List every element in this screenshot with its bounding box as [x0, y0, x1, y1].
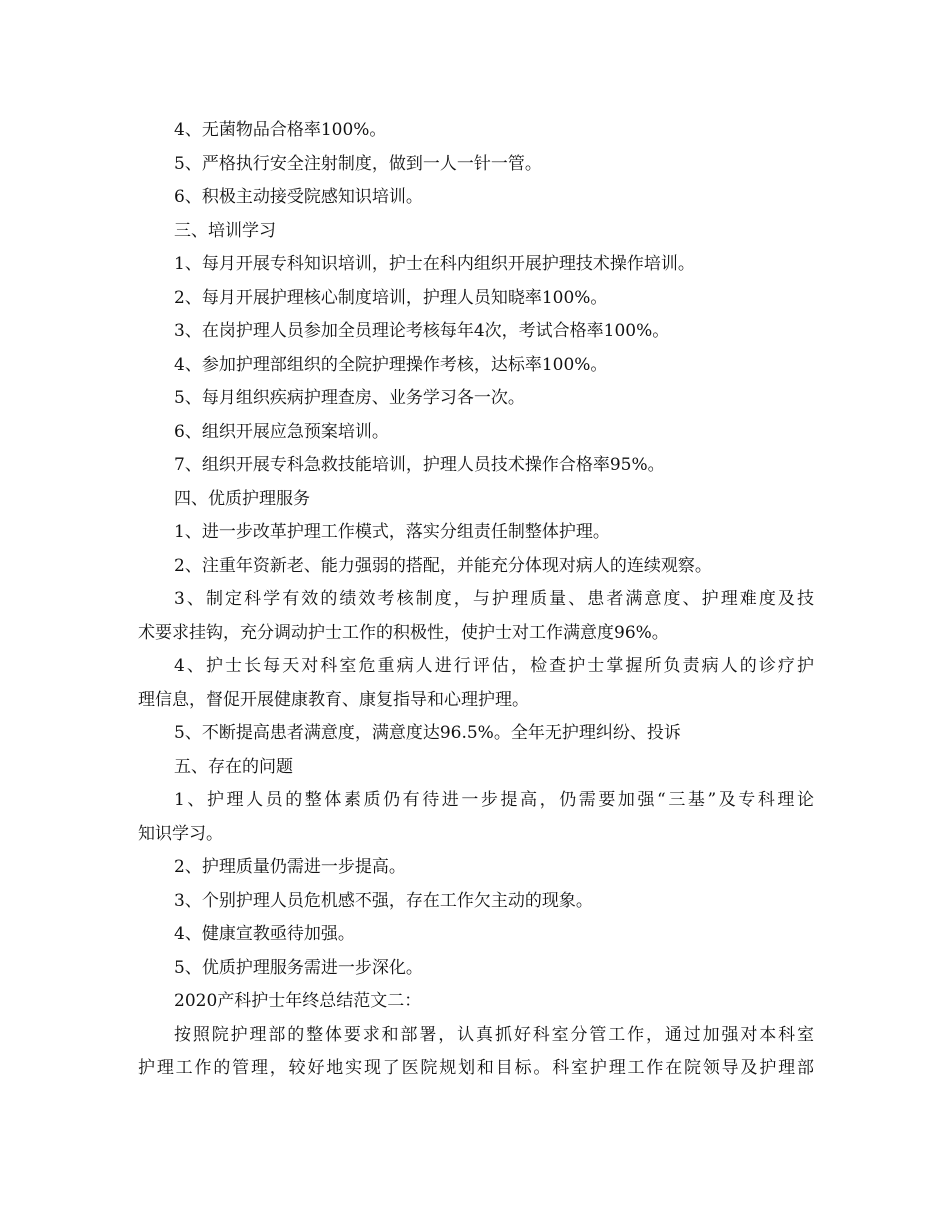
paragraph-head-nurse-line-2: 理信息，督促开展健康教育、康复指导和心理护理。	[138, 689, 529, 710]
section-heading-problems: 五、存在的问题	[174, 756, 293, 777]
list-item-crisis-awareness: 3、个别护理人员危机感不强，存在工作欠主动的现象。	[174, 890, 593, 911]
list-item-ward-rounds: 5、每月组织疾病护理查房、业务学习各一次。	[174, 388, 525, 408]
paragraph-intro-line-2: 护理工作的管理，较好地实现了医院规划和目标。科室护理工作在院领导及护理部	[138, 1058, 814, 1078]
paragraph-performance-line-2: 术要求挂钩，充分调动护士工作的积极性，使护士对工作满意度96%。	[138, 622, 669, 643]
list-item-infection-training: 6、积极主动接受院感知识培训。	[174, 187, 423, 207]
paragraph-staff-quality-line-1: 1、护理人员的整体素质仍有待进一步提高，仍需要加强“三基”及专科理论	[174, 790, 814, 810]
list-item-staff-pairing: 2、注重年资新老、能力强弱的搭配，并能充分体现对病人的连续观察。	[174, 555, 712, 576]
list-item-patient-satisfaction: 5、不断提高患者满意度，满意度达96.5%。全年无护理纠纷、投诉	[174, 723, 681, 743]
list-item-emergency-plan: 6、组织开展应急预案培训。	[174, 421, 389, 442]
list-item-monthly-specialty-training: 1、每月开展专科知识培训，护士在科内组织开展护理技术操作培训。	[174, 254, 695, 274]
document-body	[138, 114, 814, 1086]
list-item-theory-exam: 3、在岗护理人员参加全员理论考核每年4次，考试合格率100%。	[174, 321, 670, 341]
list-item-first-aid-skills: 7、组织开展专科急救技能培训，护理人员技术操作合格率95%。	[174, 455, 665, 475]
paragraph-head-nurse-line-1: 4、护士长每天对科室危重病人进行评估，检查护士掌握所负责病人的诊疗护	[174, 656, 814, 676]
paragraph-intro-line-1: 按照院护理部的整体要求和部署，认真抓好科室分管工作，通过加强对本科室	[174, 1024, 814, 1045]
section-heading-training: 三、培训学习	[174, 220, 276, 241]
list-item-safe-injection: 5、严格执行安全注射制度，做到一人一针一管。	[174, 153, 542, 174]
document-subtitle: 2020产科护士年终总结范文二：	[174, 991, 422, 1011]
list-item-core-system-training: 2、每月开展护理核心制度培训，护理人员知晓率100%。	[174, 287, 608, 308]
list-item-nursing-quality: 2、护理质量仍需进一步提高。	[174, 857, 406, 877]
list-item-operation-assessment: 4、参加护理部组织的全院护理操作考核，达标率100%。	[174, 354, 608, 375]
list-item-work-model-reform: 1、进一步改革护理工作模式，落实分组责任制整体护理。	[174, 522, 610, 542]
list-item-sterile-goods: 4、无菌物品合格率100%。	[174, 120, 387, 140]
section-heading-quality-service: 四、优质护理服务	[174, 488, 310, 509]
list-item-health-education: 4、健康宣教亟待加强。	[174, 924, 355, 944]
paragraph-performance-line-1: 3、制定科学有效的绩效考核制度，与护理质量、患者满意度、护理难度及技	[174, 589, 814, 609]
list-item-service-deepening: 5、优质护理服务需进一步深化。	[174, 957, 423, 978]
paragraph-staff-quality-line-2: 知识学习。	[138, 823, 223, 844]
